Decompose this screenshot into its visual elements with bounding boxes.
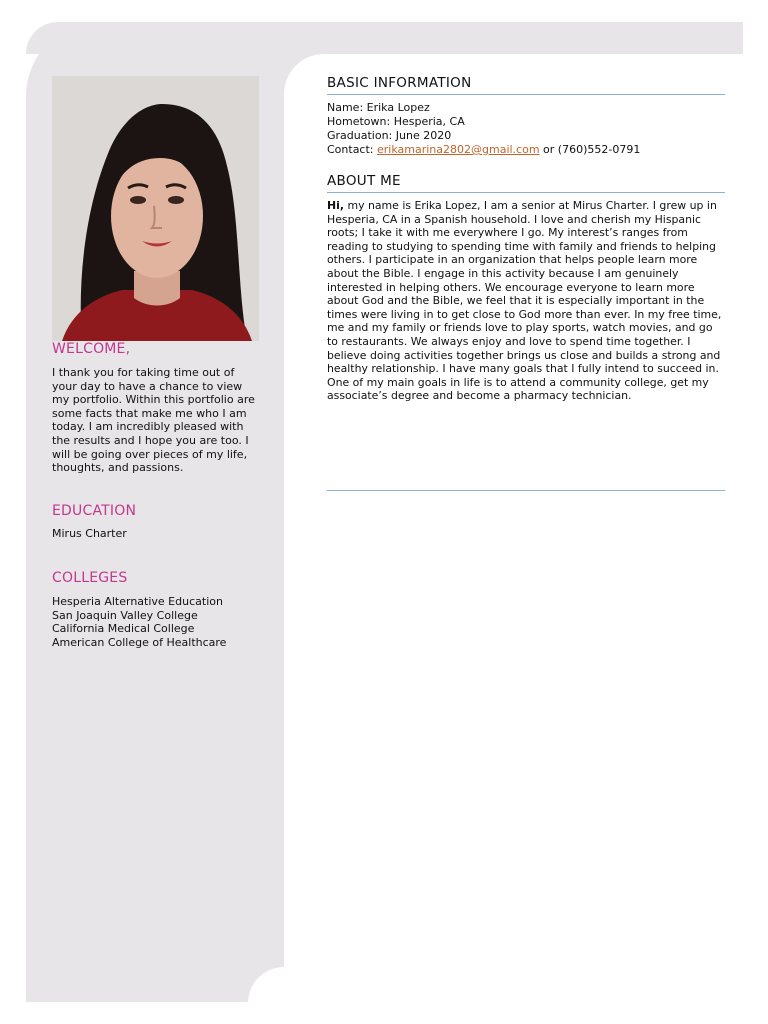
- welcome-text: I thank you for taking time out of your day to have a chance to view my portfolio. Within this portfolio are some facts that make me who I am today. I am incredibly pleased with the results and I hope you are too. I will be going over pieces of my life, thoughts, and passions.: [52, 366, 255, 475]
- basic-info-heading: BASIC INFORMATION: [327, 75, 725, 95]
- list-item: Hesperia Alternative Education: [52, 595, 223, 608]
- profile-photo: [52, 76, 259, 341]
- name-line: Name: Erika Lopez: [327, 101, 430, 114]
- email-link[interactable]: erikamarina2802@gmail.com: [377, 143, 540, 156]
- colleges-list: [52, 595, 272, 649]
- welcome-heading: WELCOME,: [52, 341, 131, 357]
- top-banner: [26, 22, 743, 54]
- list-item: San Joaquin Valley College: [52, 608, 198, 622]
- contact-phone: or (760)552-0791: [539, 143, 641, 156]
- hometown-line: Hometown: Hesperia, CA: [327, 115, 465, 128]
- graduation-line: Graduation: June 2020: [327, 129, 452, 142]
- list-item: American College of Healthcare: [52, 635, 227, 649]
- education-text: Mirus Charter: [52, 527, 127, 540]
- list-item: California Medical College: [52, 622, 195, 636]
- education-heading: EDUCATION: [52, 503, 137, 519]
- contact-label: Contact:: [327, 143, 377, 156]
- about-text: [327, 199, 725, 403]
- about-lead: Hi,: [327, 199, 344, 212]
- basic-info-list: [327, 101, 725, 157]
- about-heading: ABOUT ME: [327, 173, 725, 193]
- bottom-divider: [327, 490, 725, 491]
- about-body: my name is Erika Lopez, I am a senior at Mirus Charter. I grew up in Hesperia, CA in a Spanish household. I love and cherish my Hispanic roots; I take it with me everywhere I go. My interest’s ranges from reading to studying to spending time with family and friends to helping others. I participate in an organization that helps people learn more about the Bible. I engage in this activity because I am genuinely interested in helping others. We encourage everyone to learn more about God and the Bible, we feel that it is especially important in the times were living in to get close to God more than ever. In my free time, me and my family or friends love to play sports, watch movies, and go to restaurants. We always enjoy and love to spend time together. I believe doing activities together brings us close and builds a strong and healthy relationship. I have many goals that I fully intend to succeed in. One of my main goals in life is to attend a community college, get my associate’s degree and become a pharmacy technician.: [327, 199, 722, 403]
- contact-line: [327, 143, 725, 157]
- colleges-heading: COLLEGES: [52, 570, 128, 586]
